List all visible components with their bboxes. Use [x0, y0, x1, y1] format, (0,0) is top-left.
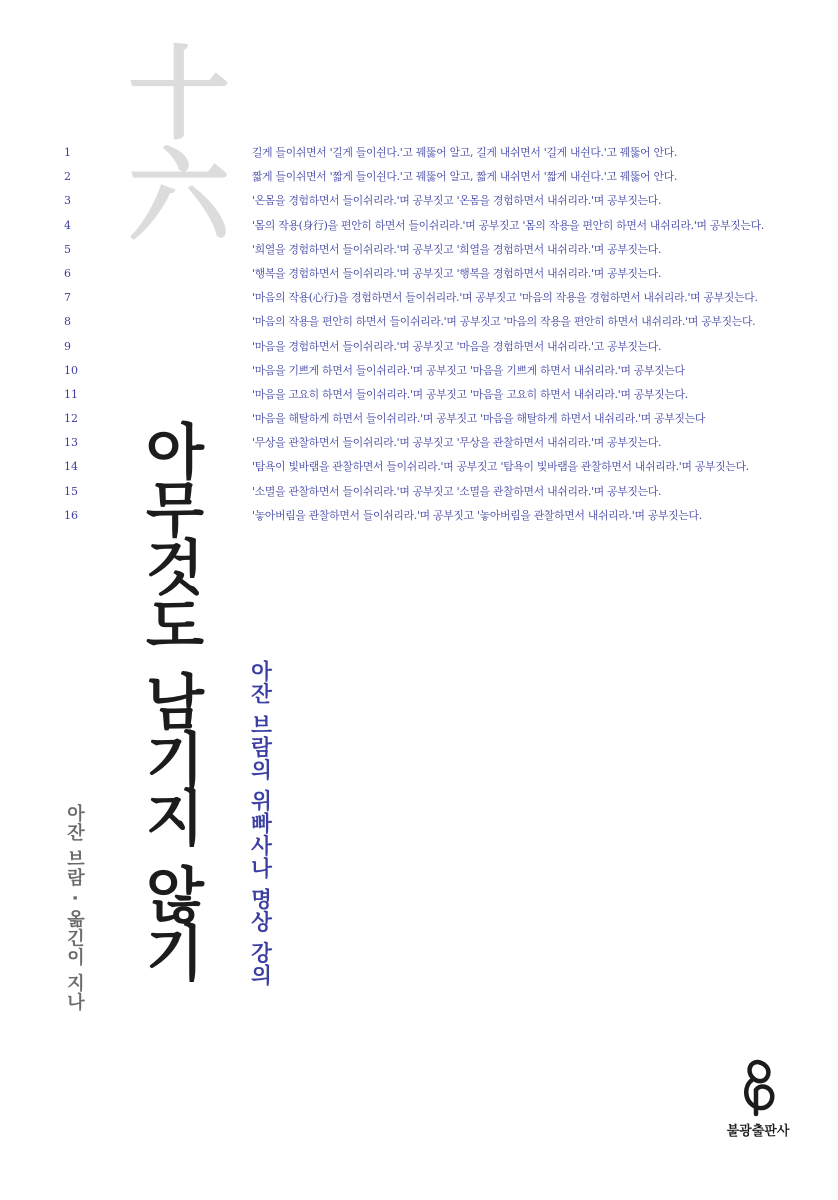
- sutra-line: [64, 339, 824, 363]
- line-number: 2: [64, 170, 71, 184]
- line-number: 15: [64, 484, 78, 498]
- line-number: 8: [64, 315, 71, 329]
- line-text: 짧게 들이쉬면서 '짧게 들이쉰다.'고 꿰뚫어 알고, 짧게 내쉬면서 '짧게 내쉰다.'고 꿰뚫어 안다.: [252, 170, 678, 184]
- line-number: 12: [64, 412, 78, 426]
- sutra-line: [64, 387, 824, 411]
- line-text: '소멸을 관찰하면서 들이쉬리라.'며 공부짓고 '소멸을 관찰하면서 내쉬리라.'며 공부짓는다.: [252, 484, 662, 498]
- line-number: 10: [64, 363, 78, 377]
- line-number: 4: [64, 218, 71, 232]
- line-text: '마음을 경험하면서 들이쉬리라.'며 공부짓고 '마음을 경험하면서 내쉬리라.'고 공부짓는다.: [252, 339, 662, 353]
- line-number: 13: [64, 436, 78, 450]
- line-text: '마음을 해탈하게 하면서 들이쉬리라.'며 공부짓고 '마음을 해탈하게 하면서 내쉬리라.'며 공부짓는다: [252, 412, 706, 426]
- line-number: 6: [64, 266, 71, 280]
- sutra-line: [64, 169, 824, 193]
- publisher-block: [712, 1058, 804, 1139]
- line-number: 7: [64, 291, 71, 305]
- line-text: '무상을 관찰하면서 들이쉬리라.'며 공부짓고 '무상을 관찰하면서 내쉬리라.'며 공부짓는다.: [252, 436, 662, 450]
- sutra-line: [64, 145, 824, 169]
- line-number: 16: [64, 508, 78, 522]
- line-text: '놓아버림을 관찰하면서 들이쉬리라.'며 공부짓고 '놓아버림을 관찰하면서 내쉬리라.'며 공부짓는다.: [252, 508, 702, 522]
- line-number: 5: [64, 242, 71, 256]
- publisher-name: 불광출판사: [726, 1124, 790, 1139]
- line-text: '희열을 경험하면서 들이쉬리라.'며 공부짓고 '희열을 경험하면서 내쉬리라.'며 공부짓는다.: [252, 242, 662, 256]
- line-text: '몸의 작용(身行)을 편안히 하면서 들이쉬리라.'며 공부짓고 '몸의 작용을 편안히 하면서 내쉬리라.'며 공부짓는다.: [252, 218, 764, 232]
- bulgwang-logo-icon: [738, 1058, 778, 1118]
- line-text: '마음을 기쁘게 하면서 들이쉬리라.'며 공부짓고 '마음을 기쁘게 하면서 내쉬리라.'며 공부짓는다: [252, 363, 685, 377]
- book-subtitle: 아잔 브람의 위빠사나 명상 강의: [247, 660, 272, 987]
- line-number: 14: [64, 460, 78, 474]
- sutra-line: [64, 314, 824, 338]
- line-text: 길게 들이쉬면서 '길게 들이쉰다.'고 꿰뚫어 알고, 길게 내쉬면서 '길게 내쉰다.'고 꿰뚫어 안다.: [252, 146, 678, 159]
- sutra-line: [64, 218, 824, 242]
- line-text: '행복을 경험하면서 들이쉬리라.'며 공부짓고 '행복을 경험하면서 내쉬리라.'며 공부짓는다.: [252, 266, 662, 280]
- line-number: 11: [64, 387, 78, 401]
- hanja-number-mark: 十六: [111, 40, 230, 244]
- sutra-line: [64, 363, 824, 387]
- line-text: '마음의 작용(心行)을 경험하면서 들이쉬리라.'며 공부짓고 '마음의 작용을 경험하면서 내쉬리라.'며 공부짓는다.: [252, 291, 758, 305]
- sutra-line: [64, 266, 824, 290]
- sutra-line: [64, 193, 824, 217]
- line-number: 1: [64, 146, 71, 159]
- line-text: '마음을 고요히 하면서 들이쉬리라.'며 공부짓고 '마음을 고요히 하면서 내쉬리라.'며 공부짓는다.: [252, 387, 688, 401]
- sutra-line: [64, 290, 824, 314]
- book-title: 아무것도 남기지 않기: [135, 420, 205, 980]
- line-number: 3: [64, 194, 71, 208]
- line-text: '마음의 작용을 편안히 하면서 들이쉬리라.'며 공부짓고 '마음의 작용을 편안히 하면서 내쉬리라.'며 공부짓는다.: [252, 315, 756, 329]
- line-text: '온몸을 경험하면서 들이쉬리라.'며 공부짓고 '온몸을 경험하면서 내쉬리라.'며 공부짓는다.: [252, 194, 662, 208]
- sutra-line: [64, 242, 824, 266]
- line-text: '탐욕이 빛바램을 관찰하면서 들이쉬리라.'며 공부짓고 '탐욕이 빛바램을 관찰하면서 내쉬리라.'며 공부짓는다.: [252, 460, 749, 474]
- line-number: 9: [64, 339, 71, 353]
- author-credit: 아잔 브람 · 옮긴이 지나: [64, 804, 85, 1012]
